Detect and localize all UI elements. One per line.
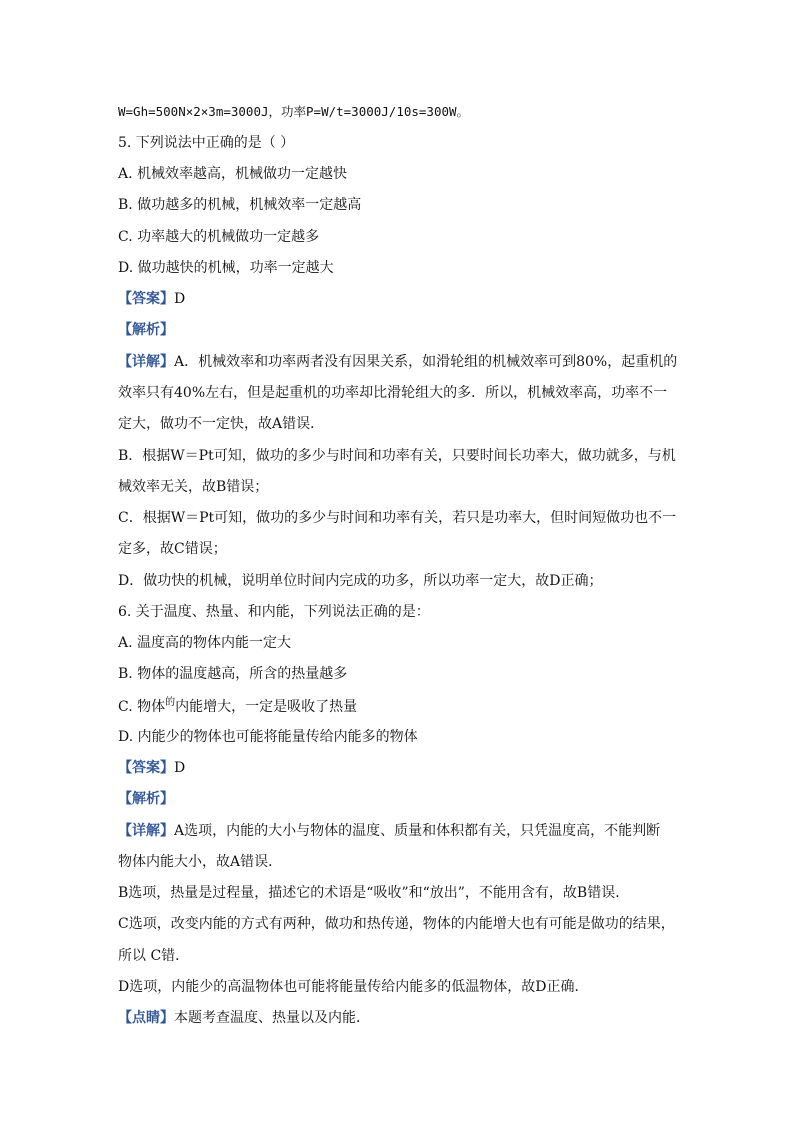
- question-5-answer: [118, 289, 185, 309]
- note-text: 本题考查温度、热量以及内能．: [174, 1010, 370, 1026]
- question-5-option-d: D. 做功越快的机械，功率一定越大: [118, 260, 334, 276]
- question-6-option-c: [118, 697, 357, 719]
- question-6-option-b: B. 物体的温度越高，所含的热量越多: [118, 666, 348, 682]
- detail-tag: 【详解】: [118, 354, 174, 370]
- detail-text: A．机械效率和功率两者没有因果关系，如滑轮组的机械效率可到80%，起重机的: [174, 354, 678, 370]
- answer-tag: 【答案】: [118, 760, 174, 776]
- question-5-detail-line-3: 定大，做功不一定快，故A错误．: [118, 416, 325, 432]
- question-6-detail-line-3: B选项，热量是过程量，描述它的术语是“吸收”和“放出”，不能用含有，故B错误．: [118, 885, 630, 901]
- question-6-stem: 6. 关于温度、热量、和内能，下列说法正确的是：: [118, 604, 430, 620]
- question-6-analysis-tag: 【解析】: [118, 791, 174, 807]
- question-5-detail-line-1: [118, 352, 677, 372]
- formula-line: W=Gh=500N×2×3m=3000J，功率P=W/t=3000J/10s=300W。: [118, 104, 470, 119]
- question-6-option-a: A. 温度高的物体内能一定大: [118, 635, 292, 651]
- question-5-analysis-tag: 【解析】: [118, 322, 174, 338]
- answer-tag: 【答案】: [118, 291, 174, 307]
- question-5-detail-line-6: C．根据W＝Pt可知，做功的多少与时间和功率有关，若只是功率大，但时间短做功也不一: [118, 510, 677, 526]
- question-6-detail-line-1: [118, 821, 660, 841]
- question-5-detail-line-5: 械效率无关，故B错误；: [118, 479, 269, 495]
- option-c-part-1: C. 物体: [118, 699, 166, 715]
- answer-value: D: [174, 760, 186, 776]
- note-tag: 【点睛】: [118, 1010, 174, 1026]
- question-5-detail-line-2: 效率只有40%左右，但是起重机的功率却比滑轮组大的多．所以，机械效率高，功率不一: [118, 385, 668, 401]
- question-5-option-b: B. 做功越多的机械，机械效率一定越高: [118, 197, 362, 213]
- answer-value: D: [174, 291, 186, 307]
- question-6-note: [118, 1008, 370, 1028]
- question-6-option-d: D. 内能少的物体也可能将能量传给内能多的物体: [118, 729, 418, 745]
- question-6-detail-line-5: 所以 C错．: [118, 948, 190, 964]
- question-5-detail-line-8: D．做功快的机械，说明单位时间内完成的功多，所以功率一定大，故D正确；: [118, 573, 603, 589]
- question-6-answer: [118, 758, 185, 778]
- question-5-option-a: A. 机械效率越高，机械做功一定越快: [118, 166, 348, 182]
- question-5-detail-line-7: 定多，故C错误；: [118, 541, 227, 557]
- detail-text: A选项，内能的大小与物体的温度、质量和体积都有关，只凭温度高，不能判断: [174, 823, 661, 839]
- question-5-detail-line-4: B．根据W＝Pt可知，做功的多少与时间和功率有关，只要时间长功率大，做功就多，与机: [118, 448, 676, 464]
- question-6-detail-line-2: 物体内能大小，故A错误．: [118, 854, 283, 870]
- option-c-superscript: 的: [165, 697, 176, 708]
- detail-tag: 【详解】: [118, 823, 174, 839]
- question-5-option-c: C. 功率越大的机械做功一定越多: [118, 229, 320, 245]
- question-6-detail-line-6: D选项，内能少的高温物体也可能将能量传给内能多的低温物体，故D正确．: [118, 979, 589, 995]
- question-6-detail-line-4: C选项，改变内能的方式有两种，做功和热传递，物体的内能增大也有可能是做功的结果，: [118, 916, 675, 932]
- question-5-stem: 5. 下列说法中正确的是（ ）: [118, 135, 295, 151]
- option-c-part-2: 内能增大，一定是吸收了热量: [175, 699, 358, 715]
